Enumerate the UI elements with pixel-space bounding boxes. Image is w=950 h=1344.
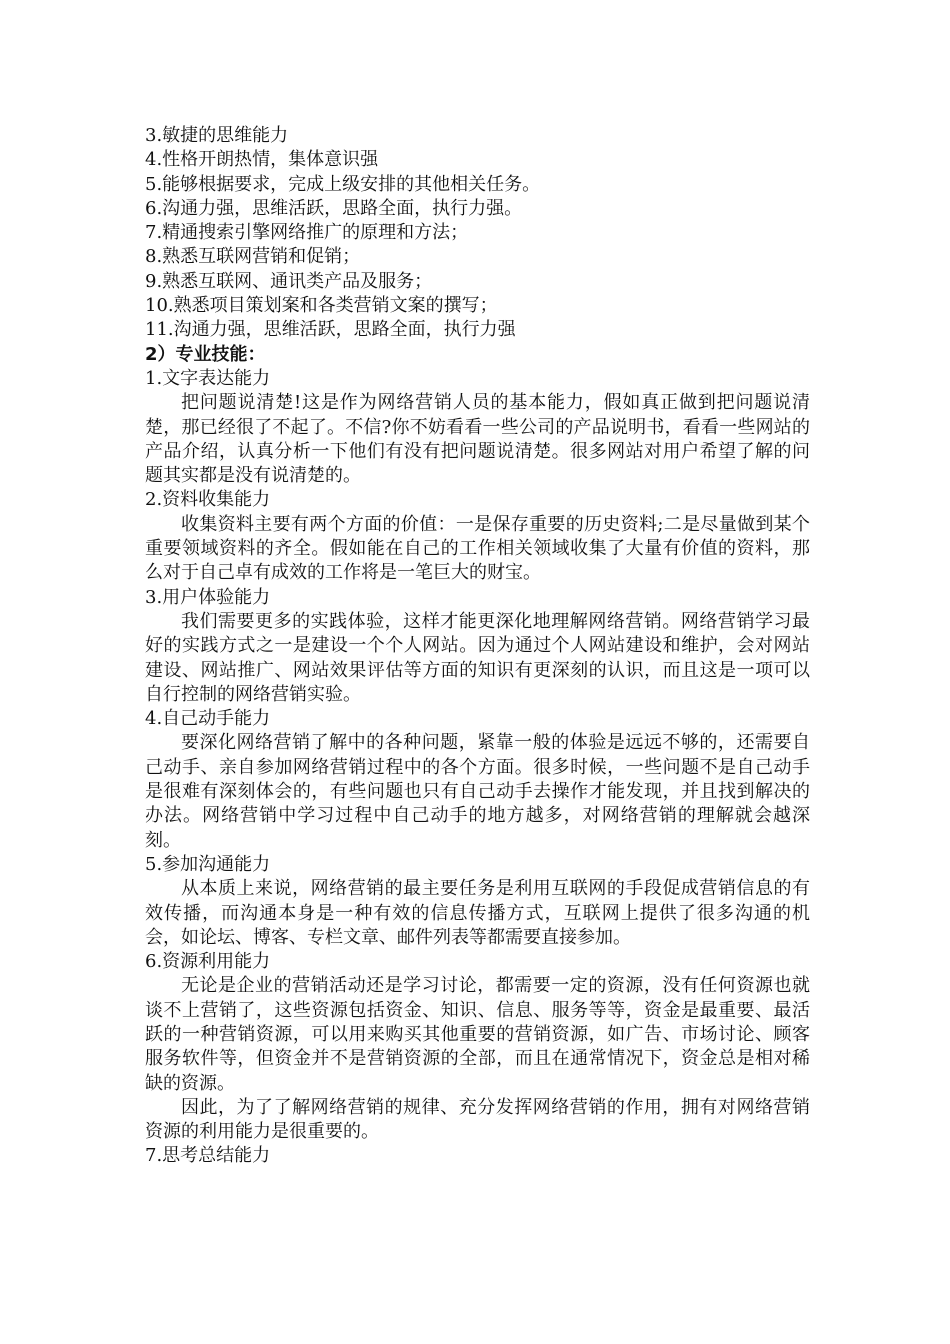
- skill-title: 7.思考总结能力: [145, 1145, 271, 1167]
- list-item: 6.沟通力强，思维活跃，思路全面，执行力强。: [145, 197, 523, 219]
- list-item: 7.精通搜索引擎网络推广的原理和方法；: [145, 222, 469, 244]
- skill-section-7: [145, 1144, 810, 1168]
- skill-title: 3.用户体验能力: [145, 586, 271, 608]
- skill-paragraph: 我们需要更多的实践体验，这样才能更深化地理解网络营销。网络营销学习最好的实践方式之一是建设一个个人网站。因为通过个人网站建设和维护，会对网站建设、网站推广、网站效果评估等方面的知识有更深刻的认识，而且这是一项可以自行控制的网络营销实验。: [145, 610, 810, 705]
- skill-section-6: [145, 950, 810, 1144]
- list-item: 3.敏捷的思维能力: [145, 125, 289, 146]
- skill-paragraph: 因此，为了了解网络营销的规律、充分发挥网络营销的作用，拥有对网络营销资源的利用能力是很重要的。: [145, 1096, 810, 1143]
- document-page: [145, 124, 810, 1169]
- list-item: 11.沟通力强，思维活跃，思路全面，执行力强: [145, 319, 516, 341]
- list-item: 8.熟悉互联网营销和促销；: [145, 246, 361, 268]
- skill-section-3: [145, 586, 810, 707]
- skill-section-5: [145, 853, 810, 950]
- skill-section-4: [145, 707, 810, 853]
- section-heading: 2）专业技能：: [145, 343, 266, 365]
- list-item: 10.熟悉项目策划案和各类营销文案的撰写；: [145, 295, 498, 317]
- skill-paragraph: 从本质上来说，网络营销的最主要任务是利用互联网的手段促成营销信息的有效传播，而沟通本身是一种有效的信息传播方式，互联网上提供了很多沟通的机会，如论坛、博客、专栏文章、邮件列表等都需要直接参加。: [145, 878, 810, 948]
- skill-title: 4.自己动手能力: [145, 708, 271, 730]
- skill-title: 2.资料收集能力: [145, 489, 271, 511]
- list-item: 9.熟悉互联网、通讯类产品及服务；: [145, 270, 433, 292]
- skill-title: 6.资源利用能力: [145, 951, 271, 973]
- list-item: 5.能够根据要求，完成上级安排的其他相关任务。: [145, 173, 541, 195]
- skill-paragraph: 收集资料主要有两个方面的价值：一是保存重要的历史资料;二是尽量做到某个重要领域资料的齐全。假如能在自己的工作相关领域收集了大量有价值的资料，那么对于自己卓有成效的工作将是一笔巨大的财宝。: [145, 513, 810, 584]
- skill-section-1: [145, 367, 810, 488]
- requirements-list: [145, 124, 810, 343]
- skill-title: 1.文字表达能力: [145, 367, 271, 389]
- skill-paragraph: 把问题说清楚!这是作为网络营销人员的基本能力，假如真正做到把问题说清楚，那已经很了不起了。不信?你不妨看看一些公司的产品说明书，看看一些网站的产品介绍，认真分析一下他们有没有把问题说清楚。很多网站对用户希望了解的问题其实都是没有说清楚的。: [145, 392, 810, 487]
- skill-paragraph: 要深化网络营销了解中的各种问题，紧靠一般的体验是远远不够的，还需要自己动手、亲自参加网络营销过程中的各个方面。很多时候，一些问题不是自己动手是很难有深刻体会的，有些问题也只有自己动手去操作才能发现，并且找到解决的办法。网络营销中学习过程中自己动手的地方越多，对网络营销的理解就会越深刻。: [145, 732, 810, 851]
- list-item: 4.性格开朗热情，集体意识强: [145, 149, 379, 171]
- skill-title: 5.参加沟通能力: [145, 853, 271, 875]
- skill-section-2: [145, 488, 810, 585]
- skill-paragraph: 无论是企业的营销活动还是学习讨论，都需要一定的资源，没有任何资源也就谈不上营销了，这些资源包括资金、知识、信息、服务等等，资金是最重要、最活跃的一种营销资源，可以用来购买其他重要的营销资源，如广告、市场讨论、顾客服务软件等，但资金并不是营销资源的全部，而且在通常情况下，资金总是相对稀缺的资源。: [145, 975, 810, 1094]
